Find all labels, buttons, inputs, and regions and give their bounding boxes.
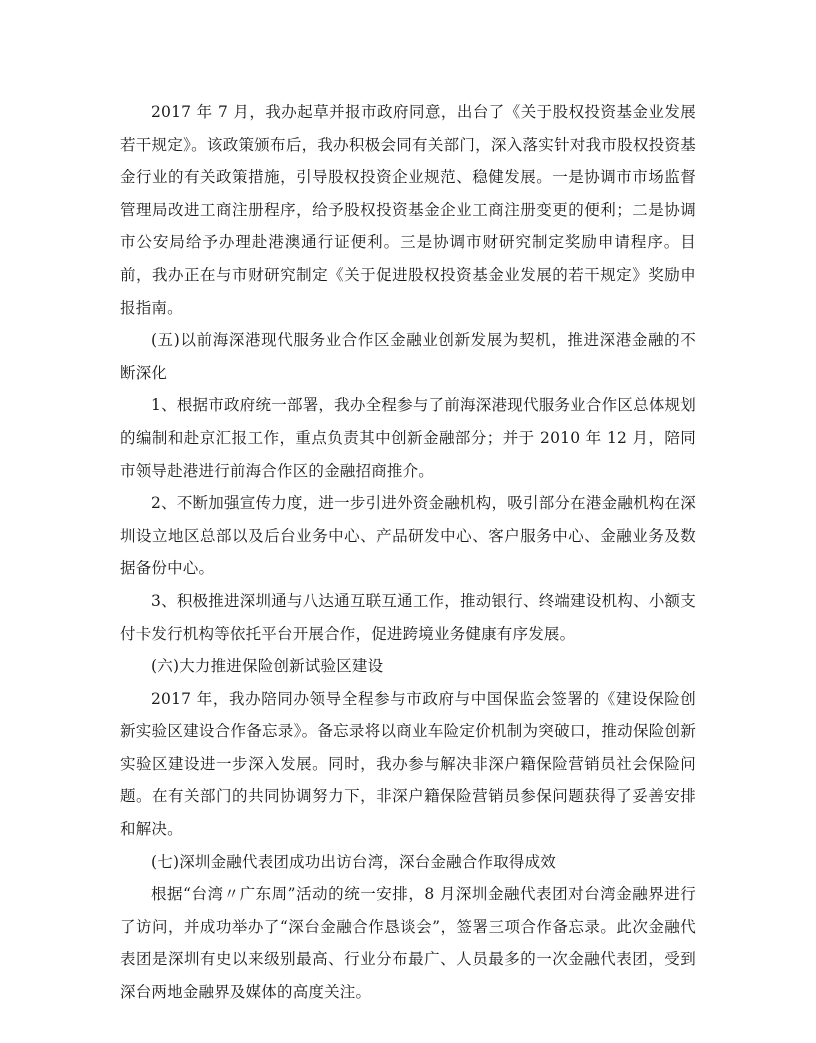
paragraph-qianhai-planning: 1、根据市政府统一部署，我办全程参与了前海深港现代服务业合作区总体规划的编制和赴京汇报工作，重点负责其中创新金融部分；并于 2010 年 12 月，陪同市领导赴港进行前海合作区的金融招商推介。 <box>120 396 696 480</box>
paragraph-octopus-interconnect: 3、积极推进深圳通与八达通互联互通工作，推动银行、终端建设机构、小额支付卡发行机构等依托平台开展合作，促进跨境业务健康有序发展。 <box>120 591 696 643</box>
paragraph-equity-fund-policy: 2017 年 7 月，我办起草并报市政府同意，出台了《关于股权投资基金业发展若干规定》。该政策颁布后，我办积极会同有关部门，深入落实针对我市股权投资基金行业的有关政策措施，引导股权投资企业规范、稳健发展。一是协调市市场监督管理局改进工商注册程序，给予股权投资基金企业工商注册变更的便利；二是协调市公安局给予办理赴港澳通行证便利。三是协调市财研究制定奖励申请程序。目前，我办正在与市财研究制定《关于促进股权投资基金业发展的若干规定》奖励申报指南。 <box>120 103 696 317</box>
paragraph-insurance-pilot: 2017 年，我办陪同办领导全程参与市政府与中国保监会签署的《建设保险创新实验区建设合作备忘录》。备忘录将以商业车险定价机制为突破口，推动保险创新实验区建设进一步深入发展。同时，我办参与解决非深户籍保险营销员社会保险问题。在有关部门的共同协调努力下，非深户籍保险营销员参保问题获得了妥善安排和解决。 <box>120 689 696 839</box>
paragraph-foreign-institutions: 2、不断加强宣传力度，进一步引进外资金融机构，吸引部分在港金融机构在深圳设立地区总部以及后台业务中心、产品研发中心、客户服务中心、金融业务及数据备份中心。 <box>120 494 696 578</box>
section-heading-6-insurance: (六)大力推进保险创新试验区建设 <box>151 657 384 676</box>
document-page <box>120 96 696 1009</box>
section-heading-7-taiwan: (七)深圳金融代表团成功出访台湾，深台金融合作取得成效 <box>151 852 556 871</box>
paragraph-taiwan-delegation: 根据“台湾〃广东周”活动的统一安排，8 月深圳金融代表团对台湾金融界进行了访问，并成功举办了“深台金融合作恳谈会”，签署三项合作备忘录。此次金融代表团是深圳有史以来级别最高、行业分布最广、人员最多的一次金融代表团，受到深台两地金融界及媒体的高度关注。 <box>120 885 696 1002</box>
section-heading-5-qianhai: (五)以前海深港现代服务业合作区金融业创新发展为契机，推进深港金融的不断深化 <box>120 331 696 382</box>
